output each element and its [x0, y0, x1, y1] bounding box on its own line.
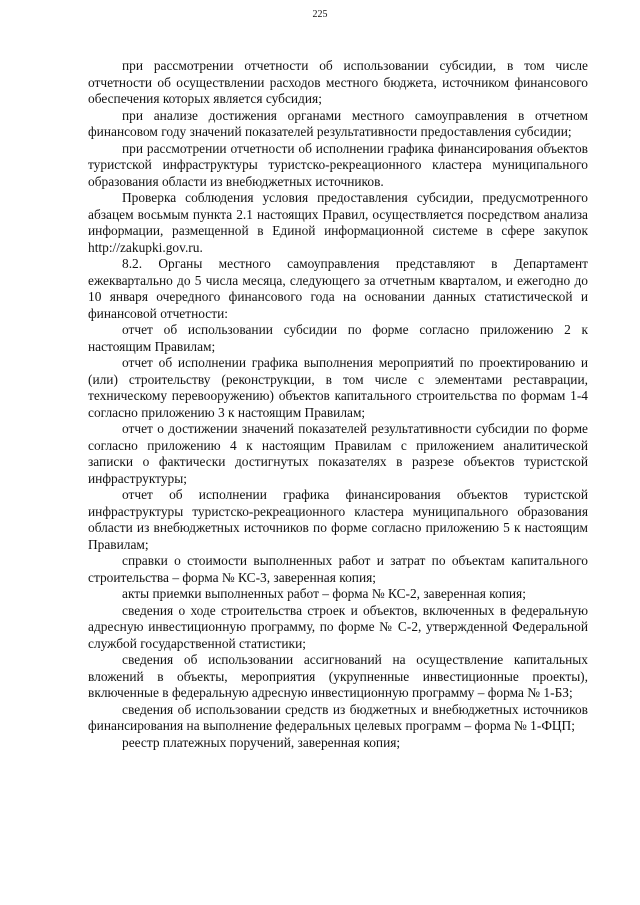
- paragraph-ks3-certificates: справки о стоимости выполненных работ и затрат по объектам капитального строительства – форма № КС-3, заверенная копия;: [88, 553, 588, 585]
- paragraph-subsidy-report: отчет об использовании субсидии по форме согласно приложению 2 к настоящим Правилам;: [88, 322, 588, 354]
- paragraph-c2-construction-progress: сведения о ходе строительства строек и объектов, включенных в федеральную адресную инвестиционную программу, по форме № С-2, утвержденной Федеральной службой государственной статистики;: [88, 602, 588, 651]
- paragraph-procurement-check: Проверка соблюдения условия предоставления субсидии, предусмотренного абзацем восьмым пункта 2.1 настоящих Правил, осуществляется посредством анализа информации, размещенной в Единой информационной системе в сфере закупок http://zakupki.gov.ru.: [88, 190, 588, 255]
- paragraph-performance-analysis: при анализе достижения органами местного самоуправления в отчетном финансовом году значений показателей результативности предоставления субсидии;: [88, 107, 588, 139]
- paragraph-construction-schedule-report: отчет об исполнении графика выполнения мероприятий по проектированию и (или) строительству (реконструкции, в том числе с элементами реставрации, техническому перевооружению) объектов капитального строительства по формам 1-4 согласно приложению 3 к настоящим Правилам;: [88, 355, 588, 420]
- paragraph-reporting-review: при рассмотрении отчетности об использовании субсидии, в том числе отчетности об осуществлении расходов местного бюджета, источником финансового обеспечения которых является субсидия;: [88, 58, 588, 106]
- paragraph-performance-report: отчет о достижении значений показателей результативности субсидии по форме согласно приложению 4 к настоящим Правилам с приложением аналитической записки о фактически достигнутых показателях в разрезе объектов туристской инфраструктуры;: [88, 421, 588, 486]
- paragraph-1bz-investment-report: сведения об использовании ассигнований на осуществление капитальных вложений в объекты, мероприятия (укрупненные инвестиционные проекты), включенные в федеральную адресную инвестиционную программу – форма № 1-БЗ;: [88, 652, 588, 700]
- document-body: [88, 58, 588, 751]
- paragraph-offbudget-funding-report: отчет об исполнении графика финансирования объектов туристской инфраструктуры туристско-рекреационного кластера муниципального образования области из внебюджетных источников по форме согласно приложению 5 к настоящим Правилам;: [88, 487, 588, 552]
- paragraph-section-8-2: 8.2. Органы местного самоуправления представляют в Департамент ежеквартально до 5 числа месяца, следующего за отчетным кварталом, и ежегодно до 10 января очередного финансового года на основании данных статистической и финансовой отчетности:: [88, 256, 588, 321]
- paragraph-ks2-acts: акты приемки выполненных работ – форма № КС-2, заверенная копия;: [122, 586, 526, 601]
- paragraph-1fcp-program-report: сведения об использовании средств из бюджетных и внебюджетных источников финансирования на выполнение федеральных целевых программ – форма № 1-ФЦП;: [88, 701, 588, 733]
- paragraph-funding-schedule-review: при рассмотрении отчетности об исполнении графика финансирования объектов туристской инфраструктуры туристско-рекреационного кластера муниципального образования области из внебюджетных источников.: [88, 140, 588, 189]
- page-number: 225: [312, 9, 328, 20]
- paragraph-payment-orders-register: реестр платежных поручений, заверенная копия;: [122, 734, 401, 750]
